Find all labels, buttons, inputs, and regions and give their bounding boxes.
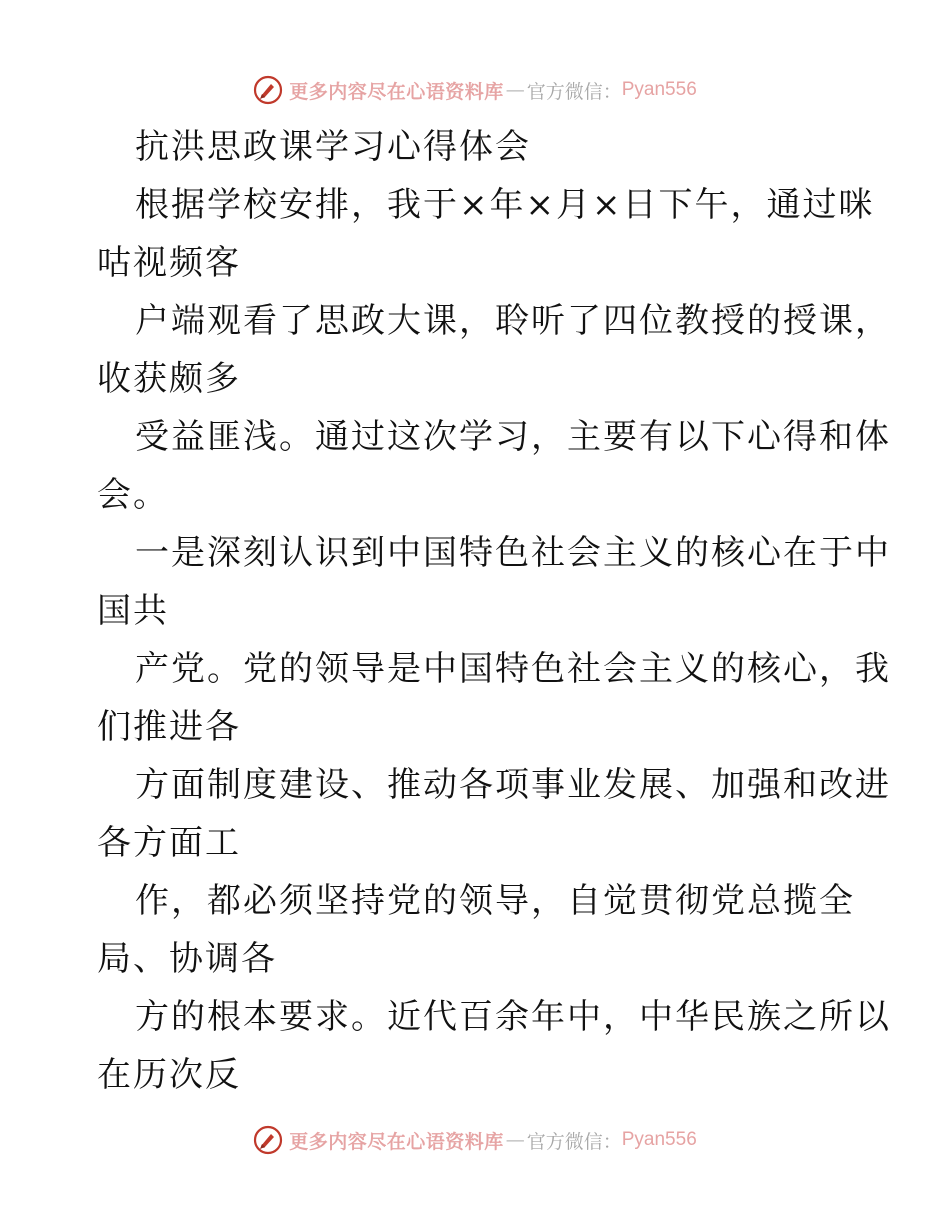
document-title: 抗洪思政课学习心得体会 — [135, 127, 531, 167]
pen-logo-icon — [253, 75, 283, 105]
text-line: 在历次反 — [97, 1055, 241, 1095]
contact-id: Pyan556 — [621, 79, 697, 100]
header-banner — [0, 70, 950, 110]
text-line: 咕视频客 — [97, 243, 241, 283]
text-line: 方面制度建设、推动各项事业发展、加强和改进 — [135, 765, 891, 805]
text-line: 们推进各 — [97, 707, 241, 747]
text-line: 受益匪浅。通过这次学习，主要有以下心得和体 — [135, 417, 891, 457]
text-line: 作，都必须坚持党的领导，自觉贯彻党总揽全 — [135, 881, 855, 921]
banner-separator: — — [505, 1129, 525, 1151]
text-line: 国共 — [97, 591, 169, 631]
contact-label: 官方微信： — [526, 80, 622, 103]
text-line: 收获颇多 — [97, 359, 241, 399]
text-line: 根据学校安排，我于×年×月×日下午，通过咪 — [135, 185, 875, 225]
text-line: 各方面工 — [97, 823, 241, 863]
promo-text: 更多内容尽在心语资料库 — [289, 1130, 504, 1153]
promo-text: 更多内容尽在心语资料库 — [289, 80, 504, 103]
document-body — [97, 118, 891, 1104]
contact-id: Pyan556 — [621, 1129, 697, 1150]
contact-label: 官方微信： — [526, 1130, 622, 1153]
text-line: 一是深刻认识到中国特色社会主义的核心在于中 — [135, 533, 891, 573]
banner-separator: — — [505, 79, 525, 101]
text-line: 会。 — [97, 475, 169, 515]
footer-banner — [0, 1120, 950, 1160]
text-line: 产党。党的领导是中国特色社会主义的核心，我 — [135, 649, 891, 689]
text-line: 局、协调各 — [97, 939, 277, 979]
pen-logo-icon — [253, 1125, 283, 1155]
text-line: 户端观看了思政大课，聆听了四位教授的授课， — [135, 301, 891, 341]
text-line: 方的根本要求。近代百余年中，中华民族之所以 — [135, 997, 891, 1037]
